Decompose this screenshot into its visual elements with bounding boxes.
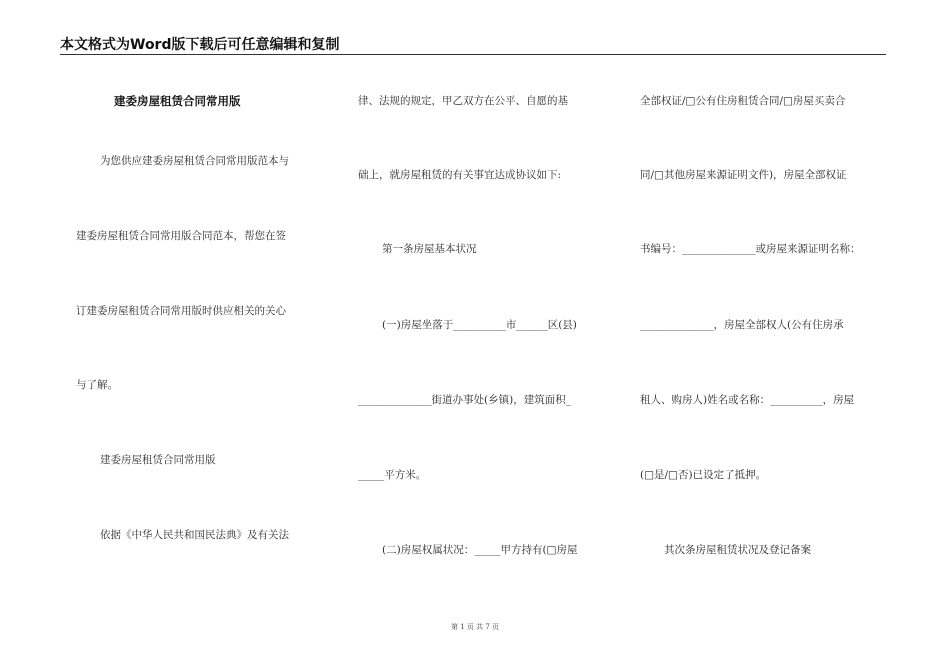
- header-divider: [60, 54, 886, 55]
- paragraph-line: 与了解。: [76, 379, 118, 391]
- section-heading: 第一条房屋基本状况: [382, 243, 477, 255]
- paragraph-line: 础上，就房屋租赁的有关事宜达成协议如下:: [358, 169, 562, 181]
- paragraph-line: 为您供应建委房屋租赁合同常用版范本与: [100, 155, 289, 167]
- subheading-line: 建委房屋租赁合同常用版: [100, 454, 216, 466]
- page-number: 第 1 页 共 7 页: [450, 623, 500, 631]
- paragraph-line: (□是/□否)已设定了抵押。: [640, 469, 767, 481]
- paragraph-line: 建委房屋租赁合同常用版合同范本，帮您在签: [76, 230, 286, 242]
- document-banner: 本文格式为Word版下载后可任意编辑和复制: [60, 37, 340, 53]
- paragraph-line: 全部权证/□公有住房租赁合同/□房屋买卖合: [640, 95, 846, 107]
- paragraph-line: ______________，房屋全部权人(公有住房承: [640, 319, 844, 331]
- paragraph-line: 依据《中华人民共和国民法典》及有关法: [100, 529, 289, 541]
- paragraph-line: 租人、购房人)姓名或名称：__________，房屋: [640, 394, 855, 406]
- paragraph-line: 同/□其他房屋来源证明文件)，房屋全部权证: [640, 169, 847, 181]
- paragraph-line: 书编号：______________或房屋来源证明名称：: [640, 243, 861, 255]
- paragraph-line: 订建委房屋租赁合同常用版时供应相关的关心: [76, 305, 286, 317]
- paragraph-line: _____平方米。: [358, 469, 427, 481]
- paragraph-line: 律、法规的规定，甲乙双方在公平、自愿的基: [358, 95, 568, 107]
- paragraph-line: ______________街道办事处(乡镇)，建筑面积_: [358, 394, 571, 406]
- paragraph-line: (一)房屋坐落于__________市______区(县): [382, 319, 577, 331]
- section-heading: 其次条房屋租赁状况及登记备案: [664, 544, 811, 556]
- paragraph-line: (二)房屋权属状况：_____甲方持有(□房屋: [382, 544, 578, 556]
- document-title: 建委房屋租赁合同常用版: [114, 94, 241, 108]
